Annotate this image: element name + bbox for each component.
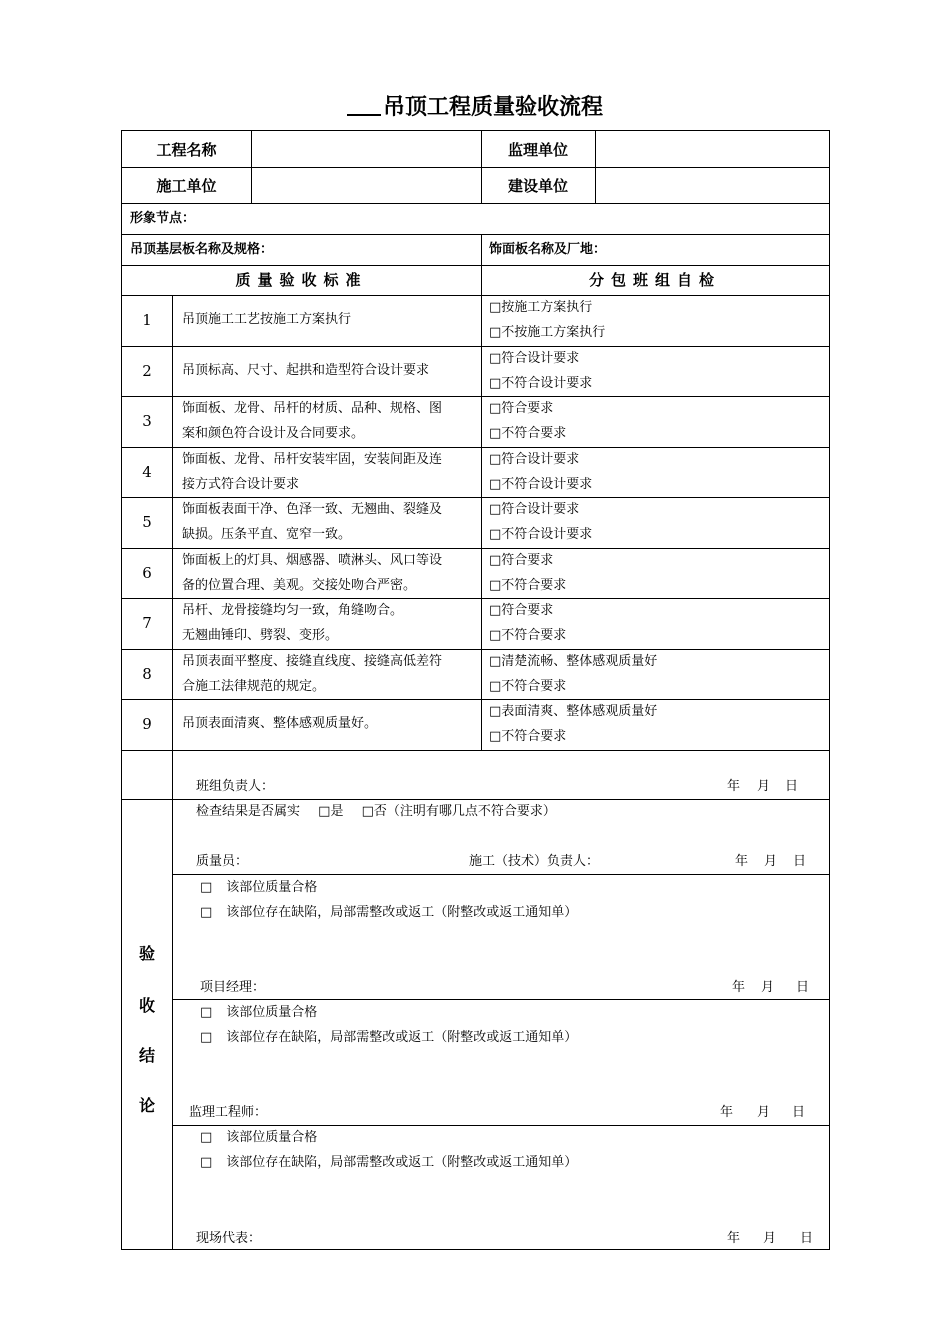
item-number: 4 [142, 462, 152, 481]
item-standard-text: 吊顶表面清爽、整体感观质量好。 [182, 716, 378, 731]
rep-day: 日 [800, 1231, 814, 1246]
item-standard-text: 饰面板、龙骨、吊杆安装牢固，安装间距及连 [182, 451, 443, 467]
self-check-checkbox[interactable]: □ [489, 729, 502, 744]
self-check-checkbox[interactable]: □ [489, 451, 502, 467]
team-leader-month: 月 [757, 779, 771, 794]
pm-year: 年 [732, 980, 746, 995]
item-number: 3 [142, 412, 152, 430]
rep-pass-checkbox[interactable]: □ [200, 1130, 213, 1145]
self-check-option [489, 425, 566, 443]
document-title [0, 90, 950, 121]
qc-tech-label: 施工（技术）负责人： [469, 854, 600, 869]
self-check-option [489, 678, 566, 696]
title-blank-line [347, 94, 381, 116]
self-check-checkbox[interactable]: □ [489, 502, 502, 517]
project-name-label: 工程名称 [156, 141, 217, 159]
title-text: 吊顶工程质量验收流程 [382, 95, 603, 120]
self-check-option [489, 703, 657, 721]
self-check-checkbox[interactable]: □ [489, 552, 502, 568]
item-standard-text: 接方式符合设计要求 [182, 476, 300, 492]
qc-question: 检查结果是否属实 □是 □否（注明有哪几点不符合要求） [196, 804, 556, 819]
acceptance-form [121, 130, 830, 1250]
self-check-checkbox[interactable]: □ [489, 678, 502, 694]
self-check-option [489, 526, 592, 544]
milestone-label: 形象节点： [130, 211, 196, 226]
self-check-option-label: 不符合设计要求 [501, 527, 593, 542]
qc-year: 年 [735, 854, 749, 869]
self-check-option-label: 符合设计要求 [501, 350, 580, 366]
self-check-option [489, 653, 657, 671]
finish-board-label: 饰面板名称及厂地： [489, 242, 607, 257]
rep-sign-label: 现场代表： [196, 1231, 262, 1246]
sup-defect-option: □ 该部位存在缺陷，局部需整改或返工（附整改或返工通知单） [200, 1030, 578, 1045]
item-standard-text: 备的位置合理、美观。交接处吻合严密。 [182, 577, 417, 593]
self-check-option [489, 627, 566, 645]
self-check-option-label: 不符合要求 [501, 577, 567, 593]
sup-month: 月 [757, 1105, 771, 1120]
sup-day: 日 [792, 1105, 806, 1120]
self-check-checkbox[interactable]: □ [489, 577, 502, 593]
self-check-option [489, 501, 579, 519]
self-check-checkbox[interactable]: □ [489, 603, 502, 618]
self-check-option-label: 不符合要求 [501, 426, 567, 441]
self-check-option [489, 324, 605, 342]
self-check-option-label: 不符合设计要求 [501, 476, 593, 492]
standard-column-header: 质量验收标准 [235, 271, 368, 289]
self-check-option [489, 552, 553, 570]
conclusion-char-3: 结 [138, 1046, 155, 1065]
self-check-checkbox[interactable]: □ [489, 704, 502, 719]
item-standard-text: 缺损。压条平直、宽窄一致。 [182, 527, 352, 542]
sup-defect-checkbox[interactable]: □ [200, 1030, 213, 1045]
item-standard-text: 饰面板、龙骨、吊杆的材质、品种、规格、图 [182, 401, 443, 416]
rep-year: 年 [727, 1231, 741, 1246]
self-check-option [489, 602, 553, 620]
conclusion-char-4: 论 [138, 1096, 155, 1115]
self-check-option-label: 表面清爽、整体感观质量好 [501, 704, 658, 719]
self-check-option [489, 400, 553, 418]
self-check-checkbox[interactable]: □ [489, 350, 502, 366]
team-leader-label: 班组负责人： [196, 779, 275, 794]
self-check-option-label: 不符合要求 [501, 628, 567, 643]
item-number: 9 [142, 715, 152, 733]
self-check-option-label: 清楚流畅、整体感观质量好 [501, 653, 658, 669]
sup-sign-label: 监理工程师： [189, 1105, 268, 1120]
pm-defect-checkbox[interactable]: □ [200, 905, 213, 920]
self-check-checkbox[interactable]: □ [489, 527, 502, 542]
qc-yes-checkbox[interactable]: □ [318, 804, 331, 819]
item-number: 5 [142, 513, 152, 531]
self-check-option-label: 符合要求 [501, 552, 554, 568]
self-check-option [489, 350, 579, 368]
item-number: 8 [142, 664, 152, 683]
self-check-option-label: 不按施工方案执行 [501, 325, 606, 340]
base-board-label: 吊顶基层板名称及规格： [130, 242, 274, 257]
item-number: 1 [142, 311, 152, 329]
self-check-option-label: 符合要求 [501, 603, 554, 618]
conclusion-char-2: 收 [138, 996, 155, 1015]
self-check-option-label: 不符合设计要求 [501, 375, 593, 391]
self-check-checkbox[interactable]: □ [489, 426, 502, 441]
qc-month: 月 [764, 854, 778, 869]
sup-pass-checkbox[interactable]: □ [200, 1005, 213, 1020]
item-number: 6 [142, 563, 152, 582]
self-check-checkbox[interactable]: □ [489, 325, 502, 340]
self-check-option [489, 476, 592, 494]
pm-defect-option: □ 该部位存在缺陷，局部需整改或返工（附整改或返工通知单） [200, 905, 578, 920]
pm-sign-label: 项目经理： [200, 980, 266, 995]
qc-day: 日 [793, 854, 807, 869]
item-standard-text: 吊顶施工工艺按施工方案执行 [182, 312, 352, 327]
rep-month: 月 [763, 1231, 777, 1246]
self-check-option-label: 符合设计要求 [501, 502, 580, 517]
qc-no-checkbox[interactable]: □ [361, 804, 374, 819]
self-check-checkbox[interactable]: □ [489, 653, 502, 669]
item-number: 2 [142, 361, 152, 380]
qc-inspector-label: 质量员： [196, 854, 249, 869]
pm-day: 日 [796, 980, 810, 995]
self-check-option [489, 299, 592, 317]
item-standard-text: 吊顶标高、尺寸、起拱和造型符合设计要求 [182, 362, 430, 378]
item-standard-text: 无翘曲锤印、劈裂、变形。 [182, 628, 339, 643]
self-check-option [489, 375, 592, 393]
self-check-option-label: 不符合要求 [501, 678, 567, 694]
conclusion-char-1: 验 [138, 944, 155, 963]
self-check-option-label: 不符合要求 [501, 729, 567, 744]
item-standard-text: 饰面板表面干净、色泽一致、无翘曲、裂缝及 [182, 502, 443, 517]
rep-defect-checkbox[interactable]: □ [200, 1155, 213, 1170]
pm-pass-option: □ 该部位质量合格 [200, 880, 318, 895]
self-check-column-header: 分包班组自检 [588, 271, 721, 289]
sup-pass-option: □ 该部位质量合格 [200, 1005, 318, 1020]
item-number: 7 [142, 614, 152, 632]
sup-year: 年 [720, 1105, 734, 1120]
self-check-option-label: 符合要求 [501, 401, 554, 416]
item-standard-text: 饰面板上的灯具、烟感器、喷淋头、风口等设 [182, 552, 443, 568]
pm-pass-checkbox[interactable]: □ [200, 880, 213, 895]
self-check-checkbox[interactable]: □ [489, 628, 502, 643]
item-standard-text: 合施工法律规范的规定。 [182, 678, 326, 694]
self-check-option-label: 符合设计要求 [501, 451, 580, 467]
item-standard-text: 案和颜色符合设计及合同要求。 [182, 426, 365, 441]
rep-pass-option: □ 该部位质量合格 [200, 1130, 318, 1145]
team-leader-day: 日 [785, 779, 799, 794]
self-check-checkbox[interactable]: □ [489, 375, 502, 391]
self-check-checkbox[interactable]: □ [489, 300, 502, 315]
self-check-checkbox[interactable]: □ [489, 401, 502, 416]
self-check-checkbox[interactable]: □ [489, 476, 502, 492]
self-check-option [489, 451, 579, 469]
pm-month: 月 [761, 980, 775, 995]
rep-defect-option: □ 该部位存在缺陷，局部需整改或返工（附整改或返工通知单） [200, 1155, 578, 1170]
self-check-option [489, 577, 566, 595]
team-leader-year: 年 [727, 779, 741, 794]
self-check-option-label: 按施工方案执行 [501, 300, 593, 315]
supervision-unit-label: 监理单位 [507, 141, 568, 159]
self-check-option [489, 728, 566, 746]
owner-unit-label: 建设单位 [507, 177, 568, 195]
item-standard-text: 吊顶表面平整度、接缝直线度、接缝高低差符 [182, 653, 443, 669]
item-standard-text: 吊杆、龙骨接缝均匀一致，角缝吻合。 [182, 603, 404, 618]
construction-unit-label: 施工单位 [156, 177, 217, 195]
